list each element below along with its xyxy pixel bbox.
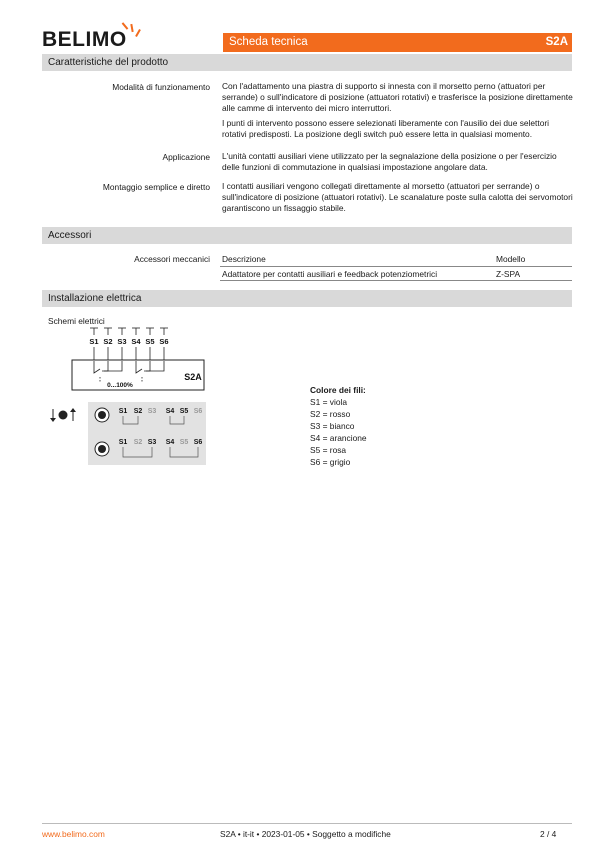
table-divider [220, 280, 572, 281]
application-label: Applicazione [162, 152, 210, 162]
schemes-title: Schemi elettrici [48, 316, 105, 326]
wire-colors [310, 384, 367, 468]
footer-divider [42, 823, 572, 824]
terminal-label: S5 [179, 408, 189, 415]
page-number: 2 / 4 [540, 829, 557, 839]
wire-color-item: S1 = viola [310, 397, 348, 407]
section-characteristics [42, 54, 572, 71]
terminal-label: S5 [179, 439, 189, 446]
logo-ray [135, 29, 141, 37]
terminal-label: S6 [193, 439, 203, 446]
accessory-model: Z-SPA [496, 269, 521, 279]
mounting-label: Montaggio semplice e diretto [102, 182, 210, 192]
footer-info: S2A • it-it • 2023-01-05 • Soggetto a modifiche [220, 829, 391, 839]
range-label: 0...100% [107, 382, 133, 389]
wire-colors-title: Colore dei fili: [310, 385, 366, 395]
wire-color-item: S4 = arancione [310, 433, 367, 443]
terminal-label: S3 [147, 439, 157, 446]
doc-type: Scheda tecnica [229, 36, 308, 48]
terminal-label: S4 [131, 337, 141, 346]
terminal-label: S1 [118, 439, 128, 446]
wire-color-item: S2 = rosso [310, 409, 351, 419]
terminal-label: S2 [103, 337, 113, 346]
rotation-icon [50, 408, 76, 422]
terminal-label: S5 [145, 337, 155, 346]
col-description: Descrizione [222, 254, 266, 264]
section-title: Installazione elettrica [48, 292, 142, 304]
application-text [222, 151, 574, 177]
mounting-paragraph: I contatti ausiliari vengono collegati direttamente al morsetto (attuatori per serrande) o sull'indicatore di posizione (attuatori rotativi). Le scanalature poste sulla calotta dei servomotori garantiscono un fissaggio stabile. [222, 181, 573, 213]
device-label: S2A [184, 372, 202, 382]
section-accessories [42, 227, 572, 244]
mode-paragraph-2: I punti di intervento possono essere selezionati liberamente con l'ausilio dei due selettori rotativi predisposti. La posizione degli switch può essere letta in qualsiasi momento. [222, 118, 550, 139]
terminal-label: S2 [133, 439, 143, 446]
terminal-label: S4 [165, 408, 175, 415]
terminal-label: S3 [117, 337, 127, 346]
table-divider [220, 266, 572, 267]
terminal-label: S4 [165, 439, 175, 446]
footer-url[interactable]: www.belimo.com [42, 829, 105, 839]
mounting-text [222, 181, 574, 218]
terminal-label: S1 [118, 408, 128, 415]
accessory-description: Adattatore per contatti ausiliari e feedback potenziometrici [222, 269, 438, 279]
wire-color-item: S6 = grigio [310, 457, 351, 467]
section-installation [42, 290, 572, 307]
accessories-label: Accessori meccanici [134, 254, 210, 264]
direction-ccw-icon [95, 408, 109, 422]
belimo-logo [42, 28, 127, 52]
header-bar [223, 33, 572, 52]
terminal-label: S3 [147, 408, 157, 415]
application-paragraph: L'unità contatti ausiliari viene utilizzato per la segnalazione della posizione o per l'esercizio delle funzioni di commutazione in qualsiasi impostazione angolare data. [222, 151, 557, 172]
logo-ray [130, 24, 133, 32]
mode-text [222, 81, 574, 144]
wire-color-item: S5 = rosa [310, 445, 347, 455]
col-model: Modello [496, 254, 526, 264]
mode-paragraph-1: Con l'adattamento una piastra di supporto si innesta con il morsetto perno (attuatori per serrande) o sull'indicatore di posizione (attuatori rotativi) e trasferisce la posizione direttamente alle camme di intervento dei micro interruttori. [222, 81, 573, 113]
terminal-label: S6 [159, 337, 169, 346]
section-title: Caratteristiche del prodotto [48, 56, 169, 68]
terminal-label: S1 [89, 337, 99, 346]
terminal-label: S6 [193, 408, 203, 415]
wiring-diagram [46, 325, 216, 467]
section-title: Accessori [48, 229, 92, 241]
brand-name: BELIMO [42, 28, 127, 51]
wire-color-item: S3 = bianco [310, 421, 355, 431]
mode-label: Modalità di funzionamento [112, 82, 210, 92]
direction-cw-icon [95, 442, 109, 456]
model-code: S2A [545, 36, 568, 48]
terminal-label: S2 [133, 408, 143, 415]
